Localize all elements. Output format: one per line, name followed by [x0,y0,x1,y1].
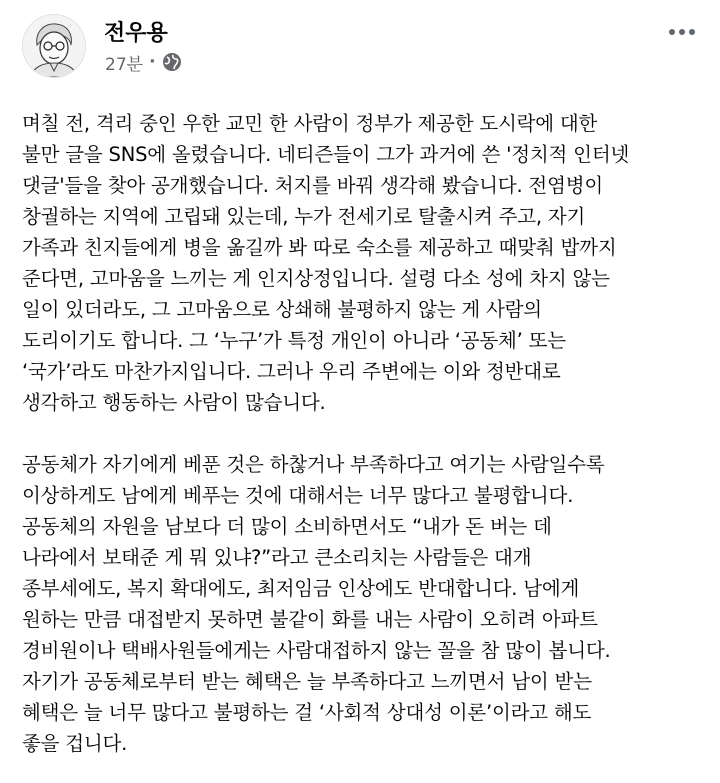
text-line: 며칠 전, 격리 중인 우한 교민 한 사람이 정부가 제공한 도시락에 대한 [22,112,598,135]
text-line: 종부세에도, 복지 확대에도, 최저임금 인상에도 반대합니다. 남에게 [22,577,580,600]
text-line: ‘국가’라도 마찬가지입니다. 그러나 우리 주변에는 이와 정반대로 [22,360,561,383]
text-line: 준다면, 고마움을 느끼는 게 인지상정입니다. 설령 다소 성에 차지 않는 [22,267,610,290]
text-line: 댓글'들을 찾아 공개했습니다. 처지를 바꿔 생각해 봤습니다. 전염병이 [22,174,603,197]
text-line: 공동체가 자기에게 베푼 것은 하찮거나 부족하다고 여기는 사람일수록 [22,453,605,476]
paragraph-1 [22,108,708,418]
text-line: 가족과 친지들에게 병을 옮길까 봐 따로 숙소를 제공하고 때맞춰 밥까지 [22,236,617,259]
text-line: 창궐하는 지역에 고립돼 있는데, 누가 전세기로 탈출시켜 주고, 자기 [22,205,586,228]
text-line: 이상하게도 남에게 베푸는 것에 대해서는 너무 많다고 불평합니다. [22,484,574,507]
globe-icon[interactable] [162,52,182,72]
meta-separator: · [149,52,156,72]
post-header [22,14,706,74]
post-body [22,108,708,759]
text-line: 생각하고 행동하는 사람이 많습니다. [22,391,326,414]
avatar-portrait-icon [23,15,85,77]
more-dots-icon[interactable] [664,20,700,44]
dot [679,29,685,35]
text-line: 일이 있더라도, 그 고마움으로 상쇄해 불평하지 않는 게 사람의 [22,298,542,321]
text-line: 나라에서 보태준 게 뭐 있냐?”라고 큰소리치는 사람들은 대개 [22,546,532,569]
dot [689,29,695,35]
post-timestamp[interactable]: 27분 [105,54,144,75]
dot [669,29,675,35]
text-line: 도리이기도 합니다. 그 ‘누구’가 특정 개인이 아니라 ‘공동체’ 또는 [22,329,566,352]
text-line: 불만 글을 SNS에 올렸습니다. 네티즌들이 그가 과거에 쓴 '정치적 인터넷 [22,143,630,166]
text-line: 좋을 겁니다. [22,732,128,755]
text-line: 원하는 만큼 대접받지 못하면 불같이 화를 내는 사람이 오히려 아파트 [22,608,598,631]
author-name[interactable]: 전우용 [104,21,168,46]
paragraph-2 [22,449,708,759]
text-line: 자기가 공동체로부터 받는 혜택은 늘 부족하다고 느끼면서 남이 받는 [22,670,592,693]
author-avatar[interactable] [22,14,86,78]
text-line: 경비원이나 택배사원들에게는 사람대접하지 않는 꼴을 참 많이 봅니다. [22,639,611,662]
text-line: 혜택은 늘 너무 많다고 불평하는 걸 ‘사회적 상대성 이론’이라고 해도 [22,701,592,724]
text-line: 공동체의 자원을 남보다 더 많이 소비하면서도 “내가 돈 버는 데 [22,515,552,538]
post-meta [105,50,182,74]
